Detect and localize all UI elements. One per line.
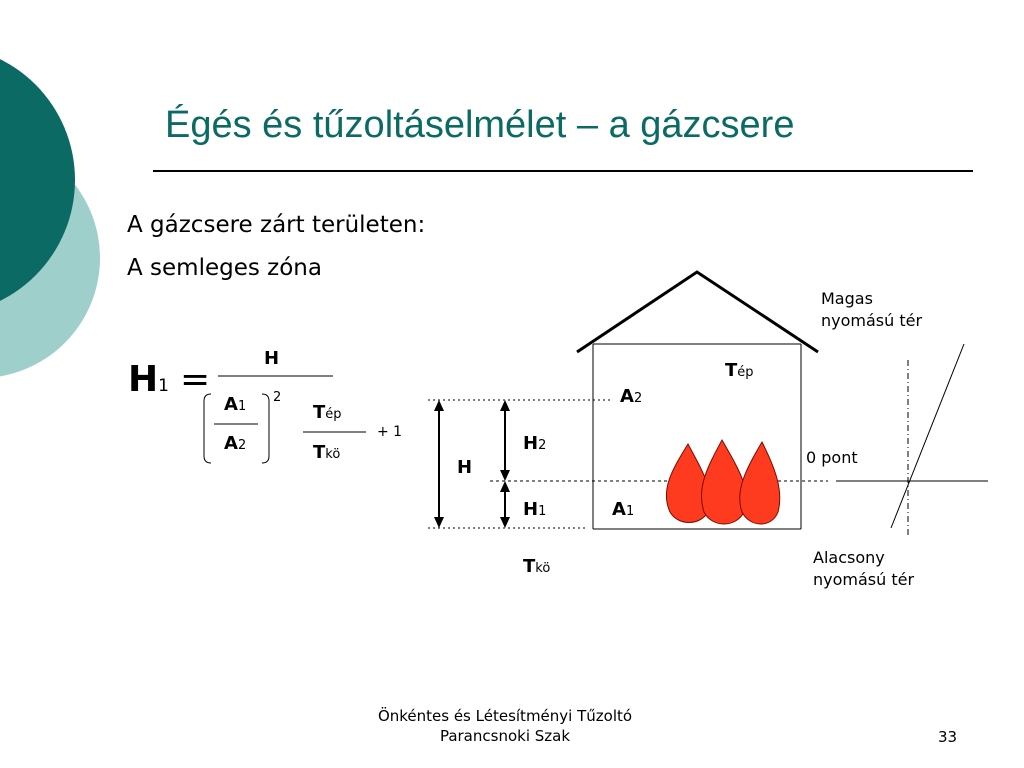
page-number: 33: [938, 728, 958, 746]
formula-a2: A2: [224, 433, 247, 454]
opening-a2-label: A2: [620, 386, 643, 407]
height-h1-label: H1: [523, 499, 547, 520]
height-h2-label: H2: [523, 433, 547, 454]
high-pressure-label: Magas nyomású tér: [821, 289, 923, 330]
bullet-2: A semleges zóna: [127, 255, 322, 281]
fire-flames: [666, 440, 779, 524]
opening-a1-label: A1: [612, 499, 635, 520]
outside-temp-label: Tkö: [523, 556, 551, 577]
formula-a1: A1: [224, 394, 247, 415]
zero-point-label: 0 pont: [806, 448, 858, 467]
right-paren: [262, 394, 269, 463]
bullet-1: A gázcsere zárt területen:: [127, 212, 426, 238]
formula-plus-one: + 1: [377, 424, 403, 440]
formula-numerator-h: H: [264, 348, 280, 369]
formula-t-ep: Tép: [313, 402, 342, 423]
inside-temp-label: Tép: [725, 360, 754, 381]
slide-title: Égés és tűzoltáselmélet – a gázcsere: [165, 104, 795, 146]
formula-lhs: H1: [128, 359, 169, 400]
formula-exponent: 2: [273, 390, 282, 405]
house-roof: [577, 272, 818, 352]
pressure-gradient-line: [891, 344, 964, 528]
formula-t-ko: Tkö: [313, 442, 341, 463]
footer-text: Önkéntes és Létesítményi Tűzoltó Parancsnoki Szak: [377, 707, 633, 745]
height-h-label: H: [457, 457, 473, 478]
low-pressure-label: Alacsony nyomású tér: [813, 548, 915, 589]
left-paren: [204, 394, 211, 463]
formula-equals: =: [180, 359, 211, 400]
